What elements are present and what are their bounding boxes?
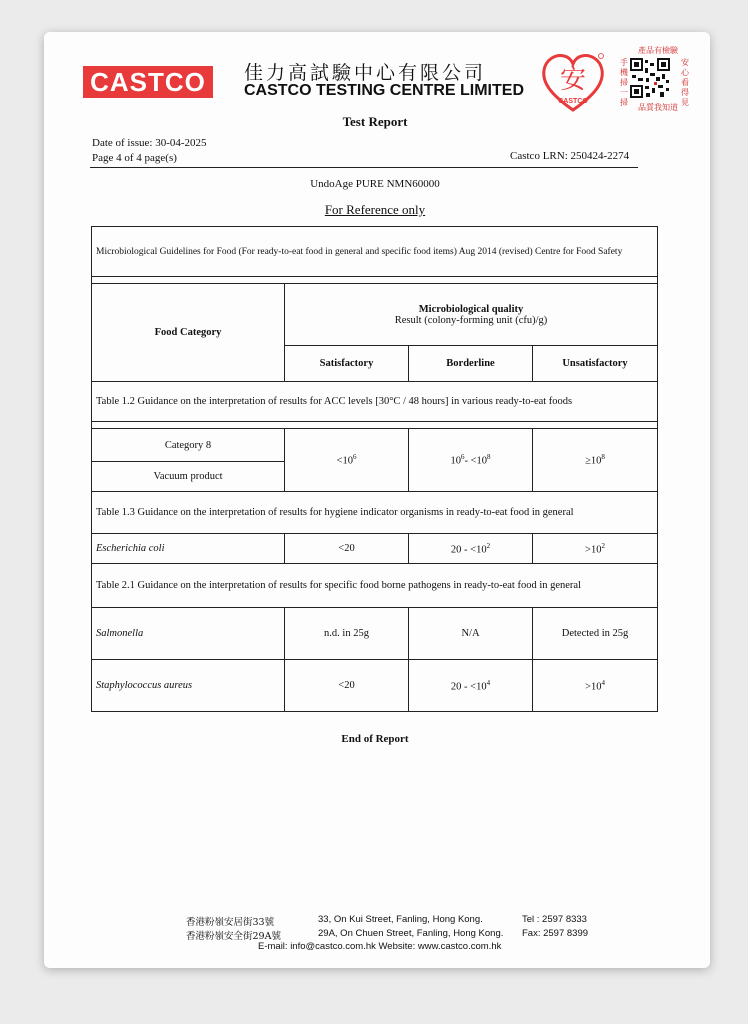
qr-top-text: 產品有檢驗 [638, 46, 678, 55]
salmonella-satisfactory: n.d. in 25g [285, 608, 409, 660]
staph-unsatisfactory: $>10^4$ [533, 660, 658, 712]
table-spacer [92, 422, 658, 429]
header-divider [90, 167, 638, 168]
footer-tel: Tel : 2597 8333 [522, 914, 587, 925]
castco-heart-logo [540, 50, 606, 114]
footer-address-cn-2: 香港粉嶺安全街29A號 [186, 931, 281, 942]
salmonella-borderline: N/A [409, 608, 533, 660]
ecoli-label: Escherichia coli [92, 534, 285, 564]
table-1-3-title: Table 1.3 Guidance on the interpretation of results for hygiene indicator organisms in ready-to-eat food in general [92, 492, 658, 534]
acc-satisfactory: $<10^6$ [285, 429, 409, 492]
table-row [92, 429, 658, 462]
heart-logo-character: 安 [559, 65, 587, 95]
salmonella-unsatisfactory: Detected in 25g [533, 608, 658, 660]
col-unsatisfactory: Unsatisfactory [533, 346, 658, 382]
reference-note: For Reference only [324, 202, 426, 217]
food-category-header: Food Category [92, 284, 285, 382]
qr-left-text: 手機掃一掃 [620, 58, 628, 107]
col-borderline: Borderline [409, 346, 533, 382]
ecoli-borderline: $20 - <10^2$ [409, 534, 533, 564]
end-of-report: End of Report [341, 733, 409, 745]
category-8: Category 8 [92, 429, 285, 462]
table-2-1-title: Table 2.1 Guidance on the interpretation of results for specific food borne pathogens in ready-to-eat food in general [92, 564, 658, 608]
table-row [92, 564, 658, 608]
salmonella-label: Salmonella [92, 608, 285, 660]
footer-address-en-1: 33, On Kui Street, Fanling, Hong Kong. [318, 914, 483, 925]
qr-right-text: 安心看得見 [681, 58, 689, 107]
table-row [92, 534, 658, 564]
qr-bottom-text: 品質我知道 [638, 103, 678, 112]
table-row [92, 660, 658, 712]
date-of-issue: Date of issue: 30-04-2025 [92, 137, 207, 149]
microbiological-table [91, 226, 658, 712]
table-spacer [92, 277, 658, 284]
col-satisfactory: Satisfactory [285, 346, 409, 382]
table-1-2-title: Table 1.2 Guidance on the interpretation of results for ACC levels [30°C / 48 hours] in various ready-to-eat foods [92, 382, 658, 422]
product-name: UndoAge PURE NMN60000 [310, 178, 440, 190]
ecoli-unsatisfactory: $>10^2$ [533, 534, 658, 564]
staph-borderline: $20 - <10^4$ [409, 660, 533, 712]
guidelines-title: Microbiological Guidelines for Food (For ready-to-eat food in general and specific food items) Aug 2014 (revised) Centre for Food Safety [92, 227, 658, 277]
table-row [92, 227, 658, 277]
ecoli-satisfactory: <20 [285, 534, 409, 564]
footer-contact: E-mail: info@castco.com.hk Website: www.castco.com.hk [258, 941, 502, 952]
castco-logo: CASTCO [83, 66, 213, 98]
result-unit-header: Result (colony-forming unit (cfu)/g) [394, 314, 548, 326]
quality-header: Microbiological quality [418, 303, 524, 315]
footer-fax: Fax: 2597 8399 [522, 928, 589, 939]
vacuum-product: Vacuum product [92, 462, 285, 492]
page-info: Page 4 of 4 page(s) [92, 152, 177, 164]
acc-borderline: $10^6- <10^8$ [409, 429, 533, 492]
acc-unsatisfactory: $\ge 10^8$ [533, 429, 658, 492]
table-row [92, 382, 658, 422]
staph-satisfactory: <20 [285, 660, 409, 712]
footer-address-cn-1: 香港粉嶺安居街33號 [186, 917, 275, 928]
footer-address-en-2: 29A, On Chuen Street, Fanling, Hong Kong. [318, 928, 504, 939]
quality-header-cell [285, 284, 658, 346]
heart-logo-label: CASTCO [558, 98, 588, 105]
staph-label: Staphylococcus aureus [92, 660, 285, 712]
castco-lrn: Castco LRN: 250424-2274 [510, 150, 630, 162]
company-name-chinese: 佳力高試驗中心有限公司 [244, 62, 487, 84]
report-title: Test Report [342, 114, 408, 129]
table-row [92, 492, 658, 534]
table-row [92, 608, 658, 660]
company-name-english: CASTCO TESTING CENTRE LIMITED [244, 82, 524, 99]
table-row [92, 284, 658, 346]
